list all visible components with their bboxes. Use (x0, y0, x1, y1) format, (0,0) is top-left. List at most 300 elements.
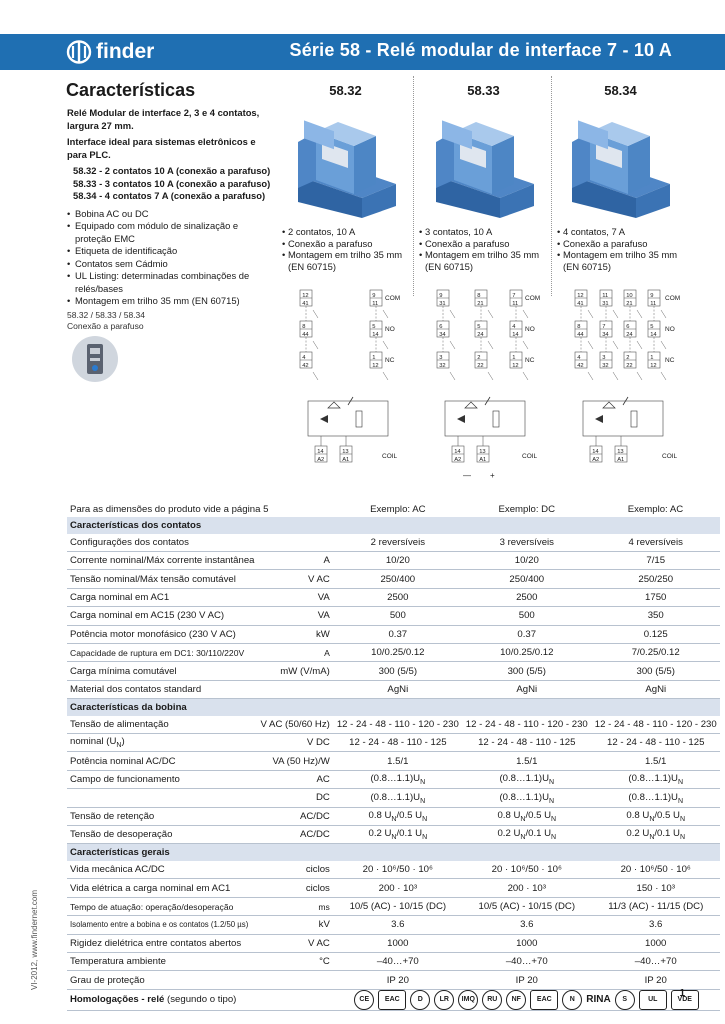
row-value: IP 20 (462, 971, 591, 989)
row-value: 3.6 (462, 916, 591, 934)
row-value: 3.6 (591, 916, 719, 934)
section-title: Características dos contatos (67, 517, 720, 534)
terminal-number: A1 (342, 456, 350, 463)
dimensions-note: Para as dimensões do produto vide a página 5 (70, 503, 269, 515)
list-item: • Equipado com módulo de sinalização e proteção EMC (67, 220, 277, 245)
approvals-suffix: (segundo o tipo) (167, 994, 237, 1006)
coil-circuit-frame (583, 401, 663, 436)
caption-models: 58.32 / 58.33 / 58.34 (67, 310, 145, 320)
table-row (67, 607, 720, 625)
row-value: 0.2 $U_N/0.1$ $U_N$ (462, 826, 591, 844)
contact-blade (661, 341, 666, 349)
finder-logo (66, 40, 154, 64)
contact-blade (313, 310, 318, 318)
terminal-number: 4 (302, 354, 306, 361)
terminal-number: 11 (512, 300, 519, 307)
row-unit: V AC (258, 570, 334, 588)
nc-label: NC (385, 357, 395, 364)
terminal-number: 1 (650, 354, 654, 361)
row-label: Isolamento entre a bobina e os contatos (1.2/50 µs) (67, 916, 258, 934)
terminal-number: 7 (512, 292, 516, 299)
contact-blade (613, 341, 618, 349)
list-item: • Bobina AC ou DC (67, 208, 277, 221)
row-value: 11/3 (AC) - 11/15 (DC) (591, 897, 719, 915)
terminal-number: 14 (512, 331, 519, 338)
terminal-number: 14 (372, 331, 379, 338)
terminal-number: 11 (650, 300, 657, 307)
terminal-number: 13 (617, 448, 624, 455)
list-item: • Contatos sem Cádmio (67, 258, 277, 271)
row-value: 10/5 (AC) - 10/15 (DC) (462, 897, 591, 915)
row-label: Tensão de alimentação (67, 716, 258, 734)
contact-blade (613, 310, 618, 318)
terminal-number: 44 (302, 331, 309, 338)
row-label: Potência motor monofásico (230 V AC) (67, 625, 258, 643)
row-value: 7/15 (591, 551, 719, 569)
row-value: –40…+70 (462, 952, 591, 970)
table-row (67, 879, 720, 897)
terminal-number: 10 (626, 292, 633, 299)
nc-label: NC (665, 357, 675, 364)
section-header-row (67, 844, 720, 861)
approvals-row (67, 989, 720, 1010)
varistor-icon (493, 411, 499, 427)
row-unit: AC (258, 770, 334, 788)
no-label: NO (385, 326, 395, 333)
contact-blade (613, 372, 618, 380)
table-row (67, 952, 720, 970)
coil-label: COIL (522, 453, 538, 460)
approval-mark-icon: LR (434, 990, 454, 1010)
contact-blade (637, 310, 642, 318)
row-unit: kV (258, 916, 334, 934)
contact-blade (488, 341, 493, 349)
com-label: COM (385, 295, 401, 302)
row-value: 350 (591, 607, 719, 625)
table-header-row (67, 501, 720, 517)
row-value: $(0.8\dots 1.1)U_N$ (462, 789, 591, 807)
row-value: AgNi (591, 680, 719, 698)
section-title: Características da bobina (67, 699, 720, 716)
nc-label: NC (525, 357, 535, 364)
row-unit (258, 680, 334, 698)
approval-mark-icon: EAC (378, 990, 406, 1010)
row-unit (258, 971, 334, 989)
row-value: 0.37 (462, 625, 591, 643)
row-value: 0.8 $U_N/0.5$ $U_N$ (591, 807, 719, 825)
row-value: 0.2 $U_N/0.1$ $U_N$ (591, 826, 719, 844)
row-unit: ms (258, 897, 334, 915)
row-unit: AC/DC (258, 807, 334, 825)
approval-mark-icon: EAC (530, 990, 558, 1010)
wiring-diagrams (0, 286, 725, 486)
row-label: Capacidade de ruptura em DC1: 30/110/220V (67, 643, 258, 661)
row-label: Potência nominal AC/DC (67, 752, 258, 770)
contact-blade (383, 310, 388, 318)
terminal-number: 9 (650, 292, 654, 299)
table-row (67, 807, 720, 825)
approval-mark-icon: RU (482, 990, 502, 1010)
table-row (67, 588, 720, 606)
column-title-58-32: 58.32 (329, 83, 362, 98)
terminal-number: 31 (602, 300, 609, 307)
row-label: Campo de funcionamento (67, 770, 258, 788)
row-label: Temperatura ambiente (67, 952, 258, 970)
terminal-number: 8 (302, 323, 306, 330)
table-row (67, 934, 720, 952)
list-item: • Montagem em trilho 35 mm (EN 60715) (557, 249, 692, 272)
row-value: 250/250 (591, 570, 719, 588)
row-unit: A (258, 643, 334, 661)
terminal-number: 41 (577, 300, 584, 307)
terminal-number: 2 (626, 354, 630, 361)
row-value: 150 · 10³ (591, 879, 719, 897)
row-value: 10/0.25/0.12 (333, 643, 462, 661)
row-value: 3 reversíveis (462, 534, 591, 552)
row-value: 250/400 (333, 570, 462, 588)
terminal-number: 12 (512, 362, 519, 369)
terminal-number: 11 (372, 300, 379, 307)
list-item: • Etiqueta de identificação (67, 245, 277, 258)
relay-photo-58-32 (292, 102, 400, 218)
approval-marks (333, 989, 719, 1010)
diode-icon (457, 415, 465, 423)
contact-blade (523, 372, 528, 380)
table-row (67, 916, 720, 934)
terminal-number: 7 (602, 323, 606, 330)
row-value: 12 - 24 - 48 - 110 - 125 (333, 734, 462, 752)
contact-blade (661, 372, 666, 380)
coil-label: COIL (662, 453, 678, 460)
approval-mark-icon: RINA (586, 994, 611, 1006)
coil-label: COIL (382, 453, 398, 460)
table-row (67, 551, 720, 569)
terminal-number: A2 (317, 456, 325, 463)
contact-blade (383, 341, 388, 349)
row-unit: DC (258, 789, 334, 807)
terminal-number: 9 (372, 292, 376, 299)
contact-blade (313, 341, 318, 349)
row-value: 500 (462, 607, 591, 625)
approvals-title: Homologações - relé (70, 994, 165, 1006)
example-ac-header: Exemplo: AC (370, 503, 426, 515)
row-value: 20 · 10⁶/50 · 10⁶ (462, 861, 591, 879)
terminal-number: A2 (454, 456, 462, 463)
row-value: 1000 (333, 934, 462, 952)
terminal-number: 4 (512, 323, 516, 330)
row-unit: mW (V/mA) (258, 662, 334, 680)
no-label: NO (525, 326, 535, 333)
row-unit: VA (258, 588, 334, 606)
row-value: 12 - 24 - 48 - 110 - 125 (591, 734, 719, 752)
row-value: $(0.8\dots 1.1)U_N$ (462, 770, 591, 788)
list-item: • UL Listing: determinadas combinações de relés/bases (67, 270, 277, 295)
row-value: $(0.8\dots 1.1)U_N$ (333, 789, 462, 807)
row-value: 0.125 (591, 625, 719, 643)
contact-blade (383, 372, 388, 380)
contact-blade (661, 310, 666, 318)
contact-blade (450, 310, 455, 318)
row-value: –40…+70 (333, 952, 462, 970)
terminal-number: 13 (342, 448, 349, 455)
row-value: 10/0.25/0.12 (462, 643, 591, 661)
terminal-number: 21 (626, 300, 633, 307)
row-value: 200 · 10³ (333, 879, 462, 897)
terminal-number: 24 (477, 331, 484, 338)
terminal-number: 6 (626, 323, 630, 330)
contact-blade (588, 341, 593, 349)
terminal-number: 12 (302, 292, 309, 299)
brand-name: finder (96, 40, 155, 63)
series-title: Série 58 - Relé modular de interface 7 - 10 A (289, 40, 672, 60)
terminal-number: 42 (302, 362, 309, 369)
list-item: • 2 contatos, 10 A (282, 226, 417, 238)
row-value: 300 (5/5) (591, 662, 719, 680)
terminal-number: A1 (479, 456, 487, 463)
row-value: 300 (5/5) (333, 662, 462, 680)
table-row (67, 643, 720, 661)
table-row (67, 789, 720, 807)
contact-blade (637, 341, 642, 349)
terminal-number: 42 (577, 362, 584, 369)
row-label: Carga mínima comutável (67, 662, 258, 680)
row-unit: °C (258, 952, 334, 970)
terminal-number: 5 (477, 323, 481, 330)
list-item: • Conexão a parafuso (419, 238, 554, 250)
row-label: Tempo de atuação: operação/desoperação (67, 897, 258, 915)
section-title: Características (66, 80, 196, 100)
contact-blade (588, 372, 593, 380)
row-unit: V AC (258, 934, 334, 952)
row-value: 250/400 (462, 570, 591, 588)
relay-photo-58-34 (566, 102, 674, 218)
terminal-number: 8 (577, 323, 581, 330)
approval-mark-icon: N (562, 990, 582, 1010)
approval-mark-icon: IMQ (458, 990, 478, 1010)
row-unit (258, 534, 334, 552)
row-value: 0.2 $U_N/0.1$ $U_N$ (333, 826, 462, 844)
section-header-row (67, 699, 720, 716)
row-value: 12 - 24 - 48 - 110 - 120 - 230 (333, 716, 462, 734)
intro-text (67, 107, 277, 308)
terminal-number: 14 (317, 448, 324, 455)
row-value: 1000 (462, 934, 591, 952)
row-value: 3.6 (333, 916, 462, 934)
approval-mark-icon: NF (506, 990, 526, 1010)
section-title: Características gerais (67, 844, 720, 861)
row-value: 2 reversíveis (333, 534, 462, 552)
table-row (67, 861, 720, 879)
row-label: Material dos contatos standard (67, 680, 258, 698)
terminal-number: A2 (592, 456, 600, 463)
row-value: –40…+70 (591, 952, 719, 970)
contact-blade (488, 372, 493, 380)
terminal-number: 1 (372, 354, 376, 361)
contact-blade (313, 372, 318, 380)
row-value: 1000 (591, 934, 719, 952)
list-item: • 4 contatos, 7 A (557, 226, 692, 238)
terminal-number: 12 (372, 362, 379, 369)
side-note: VI-2012, www.findernet.com (30, 889, 39, 990)
terminal-number: 3 (439, 354, 443, 361)
features-58-33 (419, 226, 554, 272)
row-unit: VA (50 Hz)/W (258, 752, 334, 770)
minus-sign: — (463, 471, 471, 480)
com-label: COM (665, 295, 681, 302)
row-value: 1.5/1 (333, 752, 462, 770)
row-label: Vida elétrica a carga nominal em AC1 (67, 879, 258, 897)
row-label: Carga nominal em AC15 (230 V AC) (67, 607, 258, 625)
row-value: AgNi (333, 680, 462, 698)
terminal-number: 41 (302, 300, 309, 307)
approval-mark-icon: CE (354, 990, 374, 1010)
contact-blade (523, 310, 528, 318)
led-symbol-icon (328, 402, 340, 408)
row-label: Corrente nominal/Máx corrente instantânea (67, 551, 258, 569)
coil-circuit-frame (308, 401, 388, 436)
table-row (67, 534, 720, 552)
row-value: 10/20 (462, 551, 591, 569)
row-value: 2500 (462, 588, 591, 606)
contact-blade (637, 372, 642, 380)
list-item: • Montagem em trilho 35 mm (EN 60715) (282, 249, 417, 272)
terminal-number: 3 (602, 354, 606, 361)
spec-table (67, 501, 720, 1011)
table-row (67, 752, 720, 770)
row-label: Vida mecânica AC/DC (67, 861, 258, 879)
varistor-icon (356, 411, 362, 427)
caption-connection: Conexão a parafuso (67, 320, 144, 331)
row-value: 20 · 10⁶/50 · 10⁶ (333, 861, 462, 879)
com-label: COM (525, 295, 541, 302)
row-label: Configurações dos contatos (67, 534, 258, 552)
row-value: 12 - 24 - 48 - 110 - 125 (462, 734, 591, 752)
terminal-number: 5 (372, 323, 376, 330)
coil-circuit-frame (445, 401, 525, 436)
table-row (67, 680, 720, 698)
terminal-number: 21 (477, 300, 484, 307)
row-value: $(0.8\dots 1.1)U_N$ (591, 789, 719, 807)
row-value: 12 - 24 - 48 - 110 - 120 - 230 (462, 716, 591, 734)
page-number: 1 (679, 988, 685, 999)
row-unit: VA (258, 607, 334, 625)
row-value: $(0.8\dots 1.1)U_N$ (333, 770, 462, 788)
terminal-number: 12 (577, 292, 584, 299)
row-label (67, 789, 258, 807)
section-header-row (67, 517, 720, 534)
table-row (67, 570, 720, 588)
row-value: 4 reversíveis (591, 534, 719, 552)
terminal-number: 4 (577, 354, 581, 361)
row-label: Tensão de retenção (67, 807, 258, 825)
terminal-number: 8 (477, 292, 481, 299)
row-value: 12 - 24 - 48 - 110 - 120 - 230 (591, 716, 719, 734)
diode-icon (320, 415, 328, 423)
no-label: NO (665, 326, 675, 333)
table-row (67, 770, 720, 788)
approval-mark-icon: D (410, 990, 430, 1010)
row-value: 1750 (591, 588, 719, 606)
row-unit: AC/DC (258, 826, 334, 844)
table-row (67, 826, 720, 844)
relay-photo-58-33 (430, 102, 538, 218)
terminal-number: 22 (477, 362, 484, 369)
contact-blade (488, 310, 493, 318)
row-value: 7/0.25/0.12 (591, 643, 719, 661)
row-value: 0.8 $U_N/0.5$ $U_N$ (462, 807, 591, 825)
list-item: • Conexão a parafuso (557, 238, 692, 250)
row-unit: ciclos (258, 879, 334, 897)
led-symbol-icon (603, 402, 615, 408)
approval-mark-icon: S (615, 990, 635, 1010)
row-label: Rigidez dielétrica entre contatos abertos (67, 934, 258, 952)
terminal-number: 11 (602, 292, 609, 299)
diode-icon (595, 415, 603, 423)
terminal-number: 44 (577, 331, 584, 338)
row-unit: ciclos (258, 861, 334, 879)
terminal-number: 34 (439, 331, 446, 338)
terminal-number: A1 (617, 456, 625, 463)
finder-logo-icon (66, 40, 92, 64)
row-value: $(0.8\dots 1.1)U_N$ (591, 770, 719, 788)
contact-blade (450, 341, 455, 349)
list-item: • 3 contatos, 10 A (419, 226, 554, 238)
row-unit: V DC (258, 734, 334, 752)
terminal-number: 12 (650, 362, 657, 369)
row-label: nominal $(U_N)$ (67, 734, 258, 752)
column-title-58-33: 58.33 (467, 83, 500, 98)
terminal-number: 14 (592, 448, 599, 455)
row-label: Grau de proteção (67, 971, 258, 989)
plus-sign: + (490, 471, 495, 480)
row-value: 300 (5/5) (462, 662, 591, 680)
table-row (67, 971, 720, 989)
terminal-number: 32 (602, 362, 609, 369)
terminal-number: 32 (439, 362, 446, 369)
terminal-number: 1 (512, 354, 516, 361)
contact-blade (450, 372, 455, 380)
example-ac-header: Exemplo: AC (627, 503, 684, 515)
approval-mark-icon: VDE (671, 990, 699, 1010)
example-dc-header: Exemplo: DC (498, 503, 556, 515)
led-symbol-icon (465, 402, 477, 408)
intro-paragraph: Relé Modular de interface 2, 3 e 4 contatos, largura 27 mm. (67, 107, 260, 131)
terminal-number: 31 (439, 300, 446, 307)
row-unit: kW (258, 625, 334, 643)
model-line: 58.34 - 4 contatos 7 A (conexão a parafuso) (73, 190, 266, 201)
row-value: 20 · 10⁶/50 · 10⁶ (591, 861, 719, 879)
row-label: Tensão de desoperação (67, 826, 258, 844)
table-row (67, 716, 720, 734)
features-58-32 (282, 226, 417, 272)
row-unit: V AC (50/60 Hz) (258, 716, 334, 734)
varistor-icon (631, 411, 637, 427)
approval-mark-icon: UL (639, 990, 667, 1010)
terminal-number: 6 (439, 323, 443, 330)
terminal-number: 34 (602, 331, 609, 338)
list-item: • Montagem em trilho 35 mm (EN 60715) (419, 249, 554, 272)
row-value: 2500 (333, 588, 462, 606)
terminal-number: 2 (477, 354, 481, 361)
table-row (67, 662, 720, 680)
terminal-number: 14 (454, 448, 461, 455)
intro-paragraph: Interface ideal para sistemas eletrônicos e para PLC. (67, 136, 256, 160)
list-item: • Montagem em trilho 35 mm (EN 60715) (67, 295, 277, 308)
list-item: • Conexão a parafuso (282, 238, 417, 250)
row-value: 0.37 (333, 625, 462, 643)
row-label: Tensão nominal/Máx tensão comutável (67, 570, 258, 588)
row-value: 200 · 10³ (462, 879, 591, 897)
